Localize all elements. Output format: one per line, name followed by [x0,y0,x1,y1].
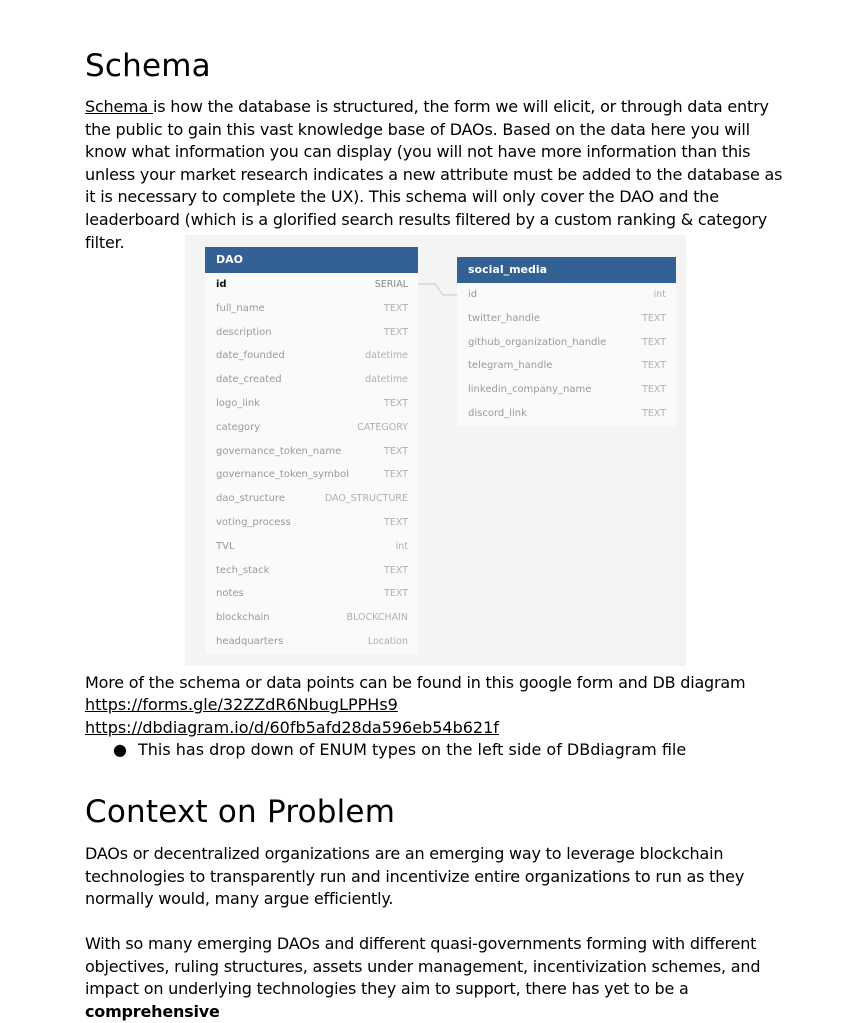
social-table-column-type: TEXT [642,336,666,348]
dao-table-row [205,297,418,321]
dao-table-column-type: BLOCKCHAIN [346,612,408,624]
context-paragraph-1: DAOs or decentralized organizations are an emerging way to leverage blockchain technologies to transparently run and incentivize entire organizations to run as they normally would, many argue efficiently. [85,844,745,909]
social-table-column-type: TEXT [642,312,666,324]
social-table-row [457,331,676,355]
context-paragraph-2-bold: comprehensive [85,1001,220,1021]
social-table-row [457,283,676,307]
dao-table-row [205,463,418,487]
dao-table-row [205,321,418,345]
context-heading: Context on Problem [85,794,396,830]
dao-table-header: DAO [205,247,418,273]
dao-table-column-name: voting_process [216,516,291,528]
dao-table-column-name: date_created [216,374,282,386]
bullet-icon: ● [113,740,127,759]
dao-table-column-name: headquarters [216,635,284,647]
dao-table-column-type: datetime [365,350,408,362]
dao-table-column-name: id [216,279,227,290]
social-table-row [457,402,676,426]
dao-table-column-type: TEXT [384,516,408,528]
dao-table-column-name: logo_link [216,397,261,409]
dao-table-row [205,368,418,392]
dao-table-column-type: SERIAL [374,279,408,290]
google-form-link[interactable]: https://forms.gle/32ZZdR6NbugLPPHs9 [85,695,398,714]
dao-table-column-name: tech_stack [216,564,270,576]
dao-table-column-name: governance_token_symbol [216,469,350,481]
dao-table-rows [205,273,418,654]
social-table-column-type: TEXT [642,360,666,372]
dao-table-row [205,630,418,654]
dao-table-column-name: blockchain [216,612,270,624]
dao-table-row [205,344,418,368]
schema-heading: Schema [85,48,211,84]
dao-table-column-name: description [216,326,272,338]
social-table-column-name: twitter_handle [468,312,541,324]
dao-table-column-name: category [216,421,261,433]
dao-table-column-type: Location [367,635,408,647]
dao-table-row [205,582,418,606]
dao-table-column-type: TEXT [384,302,408,314]
dao-table-column-type: TEXT [384,326,408,338]
more-schema-text: More of the schema or data points can be found in this google form and DB diagram [85,673,746,692]
social-table-column-name: id [468,289,478,300]
dao-table-column-type: TEXT [384,588,408,600]
dao-table-column-type: TEXT [384,445,408,457]
social-table-column-type: int [653,289,666,300]
dao-table-row [205,487,418,511]
dao-table-row [205,440,418,464]
dao-table-row [205,392,418,416]
db-diagram-image [185,235,686,666]
schema-link[interactable]: Schema [85,97,154,116]
dao-table-column-type: DAO_STRUCTURE [324,493,408,505]
dao-table-row [205,559,418,583]
social-table-column-name: github_organization_handle [468,336,607,348]
dao-table-column-name: full_name [216,302,265,314]
context-paragraph-2 [85,933,790,1023]
dao-table-column-type: TEXT [384,397,408,409]
dao-table-row [205,606,418,630]
dao-table-column-type: int [395,540,408,552]
dao-table-row [205,535,418,559]
social-media-table-rows [457,283,676,426]
dao-table-column-name: date_founded [216,350,285,362]
dao-table-column-type: datetime [365,374,408,386]
dao-table-column-type: CATEGORY [357,421,408,433]
dao-table-column-name: TVL [216,540,235,552]
social-table-column-name: telegram_handle [468,360,553,372]
dao-table [205,247,418,654]
social-table-column-type: TEXT [642,407,666,419]
social-table-column-name: linkedin_company_name [468,384,592,396]
dao-table-column-name: dao_structure [216,493,285,505]
context-paragraph-2-text: With so many emerging DAOs and different quasi-governments forming with different objectives, ruling structures, assets under management, incentivization schemes, and impact on underlying technologies they aim to support, there has yet to be a [85,934,761,999]
dao-table-row [205,416,418,440]
dao-table-column-type: TEXT [384,469,408,481]
schema-intro-paragraph [85,96,785,254]
enum-bullet-text: This has drop down of ENUM types on the left side of DBdiagram file [138,740,687,759]
schema-intro-text: is how the database is structured, the form we will elicit, or through data entry the public to gain this vast knowledge base of DAOs. Based on the data here you will know what information you can display (you will not have more information than this unless your market research indicates a new attribute must be added to the database as it is necessary to complete the UX). This schema will only cover the DAO and the leaderboard (which is a glorified search results filtered by a custom ranking & category filter. [85,97,783,252]
dao-table-row [205,511,418,535]
social-table-column-type: TEXT [642,384,666,396]
dao-table-column-type: TEXT [384,564,408,576]
dao-table-column-name: governance_token_name [216,445,342,457]
social-table-row [457,307,676,331]
social-media-table [457,257,676,426]
social-table-row [457,378,676,402]
social-media-table-header: social_media [457,257,676,283]
dao-table-column-name: notes [216,588,244,600]
social-table-row [457,354,676,378]
social-table-column-name: discord_link [468,407,527,419]
dbdiagram-link[interactable]: https://dbdiagram.io/d/60fb5afd28da596eb54b621f [85,718,499,737]
dao-table-row [205,273,418,297]
